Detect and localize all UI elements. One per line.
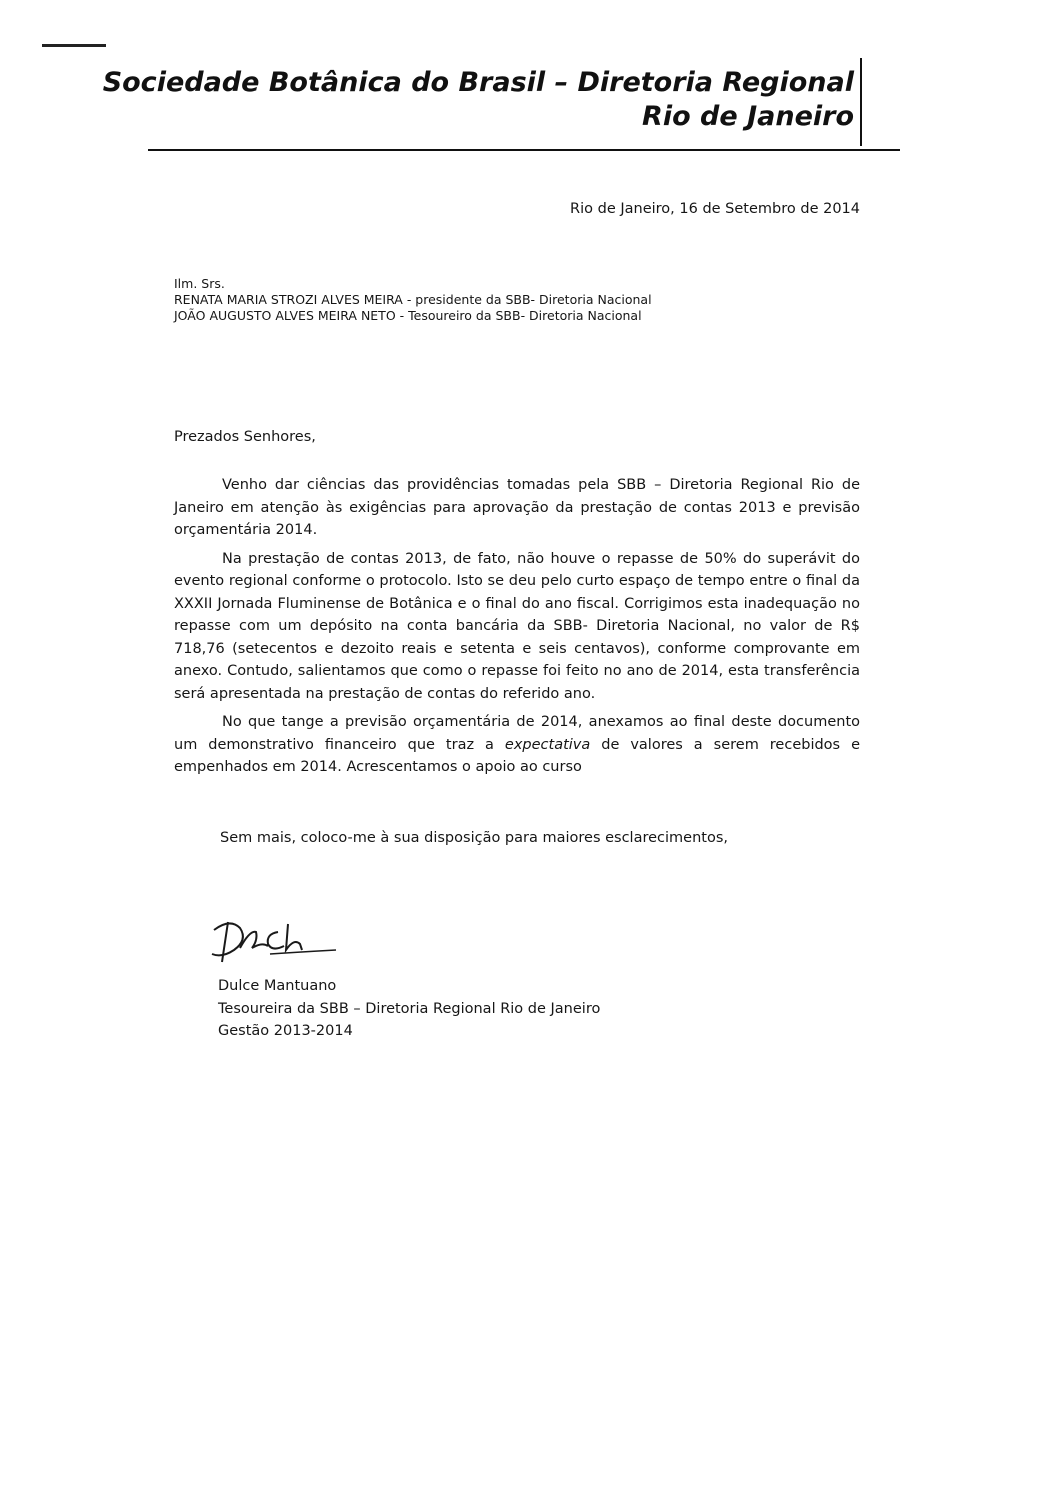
letterhead-title-line2: Rio de Janeiro xyxy=(642,101,854,132)
letterhead-title xyxy=(103,66,854,134)
body-paragraph-3 xyxy=(174,711,860,779)
recipient-line-1: RENATA MARIA STROZI ALVES MEIRA - presidente da SBB- Diretoria Nacional xyxy=(174,292,652,307)
letter-date xyxy=(520,201,860,217)
signer-block xyxy=(218,975,600,1043)
paragraph-3-emphasis: expectativa xyxy=(504,736,591,753)
signer-name: Dulce Mantuano xyxy=(218,978,337,994)
date-text: Rio de Janeiro, 16 de Setembro de 2014 xyxy=(570,201,860,217)
paragraph-3-text-start: No que tange a previsão orçamentária de 2014, anexamos ao final deste documento um demonstrativo financeiro que traz a xyxy=(174,714,860,753)
signer-term: Gestão 2013-2014 xyxy=(218,1023,353,1039)
letter-body xyxy=(174,474,860,785)
letterhead-horizontal-rule xyxy=(148,149,900,151)
letterhead-title-line1: Sociedade Botânica do Brasil – Diretoria Regional xyxy=(102,67,854,98)
signer-role: Tesoureira da SBB – Diretoria Regional Rio de Janeiro xyxy=(218,1000,601,1017)
handwritten-signature xyxy=(200,910,350,972)
letterhead xyxy=(102,58,900,152)
recipients-greeting: Ilm. Srs. xyxy=(174,276,225,291)
paragraph-3-text-end: de valores a serem recebidos e empenhados em 2014. Acrescentamos o apoio ao curso xyxy=(174,736,860,775)
salutation: Prezados Senhores, xyxy=(174,429,316,445)
scan-mark xyxy=(42,44,106,47)
closing-line: Sem mais, coloco-me à sua disposição para maiores esclarecimentos, xyxy=(220,830,728,846)
recipients-block xyxy=(174,276,652,324)
body-paragraph-1: Venho dar ciências das providências tomadas pela SBB – Diretoria Regional Rio de Janeiro em atenção às exigências para aprovação da prestação de contas 2013 e previsão orçamentária 2014. xyxy=(174,477,860,538)
body-paragraph-2: Na prestação de contas 2013, de fato, não houve o repasse de 50% do superávit do evento regional conforme o protocolo. Isto se deu pelo curto espaço de tempo entre o final da XXXII Jornada Fluminense de Botânica e o final do ano fiscal. Corrigimos esta inadequação no repasse com um depósito na conta bancária da SBB- Diretoria Nacional, no valor de R$ 718,76 (setecentos e dezoito reais e setenta e seis centavos), conforme comprovante em anexo. Contudo, salientamos que como o repasse foi feito no ano de 2014, esta transferência será apresentada na prestação de contas do referido ano. xyxy=(174,550,860,702)
recipient-line-2: JOÃO AUGUSTO ALVES MEIRA NETO - Tesoureiro da SBB- Diretoria Nacional xyxy=(174,308,642,323)
letterhead-vertical-rule xyxy=(860,58,862,146)
